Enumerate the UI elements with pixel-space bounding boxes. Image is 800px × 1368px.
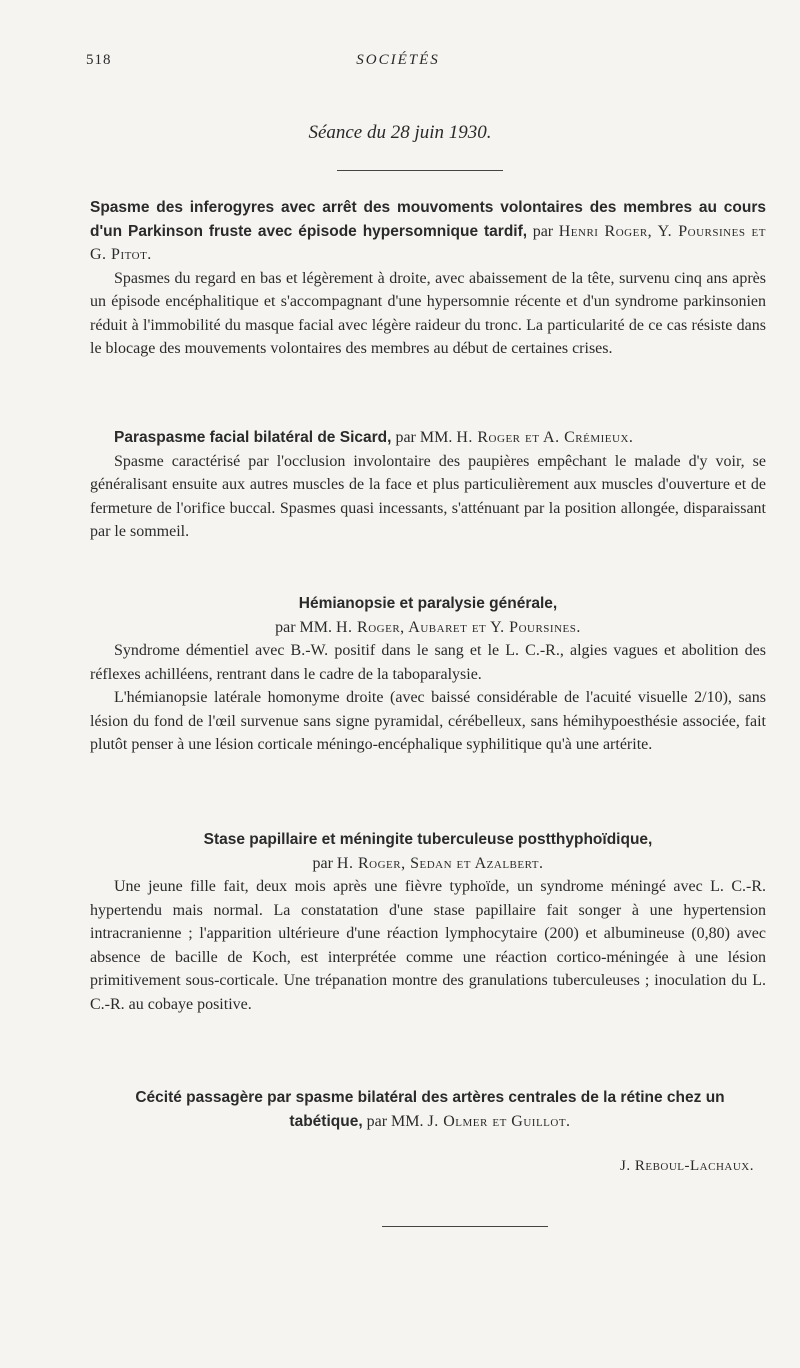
abstract-3-byline-prefix: par MM. [275, 618, 332, 636]
abstract-5-byline-prefix: par MM. [366, 1112, 424, 1130]
abstract-1-byline-prefix: par [532, 222, 554, 240]
abstract-2-text: Spasme caractérisé par l'occlusion involontaire des paupières empêchant le malade d'y voir, se généralisant ensuite aux autres muscles de la face et plus particulièrement aux muscles d'ouverture et de fermeture de l'orifice buccal. Spasmes quasi incessants, s'atténuant par la position allongée, disparaissant par le sommeil. [90, 452, 766, 540]
abstract-2-authors: H. Roger et A. Crémieux. [456, 429, 634, 446]
abstract-4-title: Stase papillaire et méningite tuberculeuse postthyphoïdique, [203, 831, 653, 848]
abstract-4-text: Une jeune fille fait, deux mois après une fièvre typhoïde, un syndrome méningé avec L. C.-R. hypertendu mais normal. La constatation d'une stase papillaire fait songer à une hypertension intracranienne ; l'apparition ultérieure d'une réaction lymphocytaire (200) et albumineuse (0,80) avec absence de bacille de Koch, est interprétée comme une réaction cortico-méningée à une lésion primitivement sous-corticale. Une trépanation montre des granulations tuberculeuses ; inoculation du L. C.-R. au cobaye positive. [90, 878, 766, 1013]
abstract-2-title: Paraspasme facial bilatéral de Sicard, [114, 429, 392, 446]
abstract-1-heading [90, 196, 766, 267]
abstract-5-heading [100, 1086, 760, 1133]
abstract-3-paragraph-1: Syndrome démentiel avec B.-W. positif dans le sang et le L. C.-R., algies vagues et abolition des réflexes achilléens, rentrant dans le cadre de la taboparalysie. [90, 642, 766, 683]
abstract-5-title: Cécité passagère par spasme bilatéral des artères centrales de la rétine chez un tabétique, [135, 1089, 725, 1130]
abstract-1-authors: Henri Roger, Y. Poursines et G. Pitot. [90, 222, 767, 263]
running-title: SOCIÉTÉS [356, 52, 440, 68]
abstract-3-title: Hémianopsie et paralysie générale, [298, 595, 558, 612]
page-header [86, 52, 710, 76]
abstract-3-byline [90, 616, 766, 640]
abstract-1-text: Spasmes du regard en bas et légèrement à droite, avec abaissement de la tête, survenu cinq ans après un épisode encéphalitique et s'accompagnant d'une hypersomnie récente et d'un syndrome parkinsonien réduit à l'immobilité du masque facial avec légère raideur du tronc. La particularité de ce cas résiste dans le blocage des mouvements volontaires des membres au début de certaines crises. [90, 269, 766, 357]
signature: J. Reboul-Lachaux. [620, 1158, 754, 1174]
session-title: Séance du 28 juin 1930. [308, 122, 492, 143]
abstract-1-title: Spasme des inferogyres avec arrêt des mouvoments volontaires des membres au cours d'un Parkinson fruste avec épisode hypersomnique tardif, [90, 199, 766, 240]
abstract-3-title-line [90, 592, 766, 616]
abstract-4 [90, 828, 766, 1016]
abstract-3-paragraph-2: L'hémianopsie latérale homonyme droite (avec baissé considérable de l'acuité visuelle 2/10), sans lésion du fond de l'œil survenue sans signe pyramidal, cérébelleux, sans hémihypoesthésie associée, fait plutôt penser à une lésion corticale méningo-encéphalique syphilitique qu'à une artérite. [90, 689, 766, 753]
abstract-2-heading [90, 426, 766, 450]
page-number: 518 [86, 52, 112, 68]
abstract-4-byline [90, 852, 766, 876]
abstract-5-authors: J. Olmer et Guillot. [427, 1112, 571, 1130]
bottom-divider [382, 1226, 548, 1227]
abstract-5 [100, 1086, 760, 1133]
abstract-4-byline-prefix: par [312, 854, 333, 872]
abstract-1 [90, 196, 766, 361]
abstract-2-byline-prefix: par MM. [395, 429, 453, 446]
abstract-3-authors: H. Roger, Aubaret et Y. Poursines. [336, 618, 581, 636]
abstract-4-authors: H. Roger, Sedan et Azalbert. [336, 854, 544, 872]
top-divider [337, 170, 503, 171]
abstract-3 [90, 592, 766, 757]
abstract-4-title-line [90, 828, 766, 852]
abstract-2 [90, 426, 766, 544]
